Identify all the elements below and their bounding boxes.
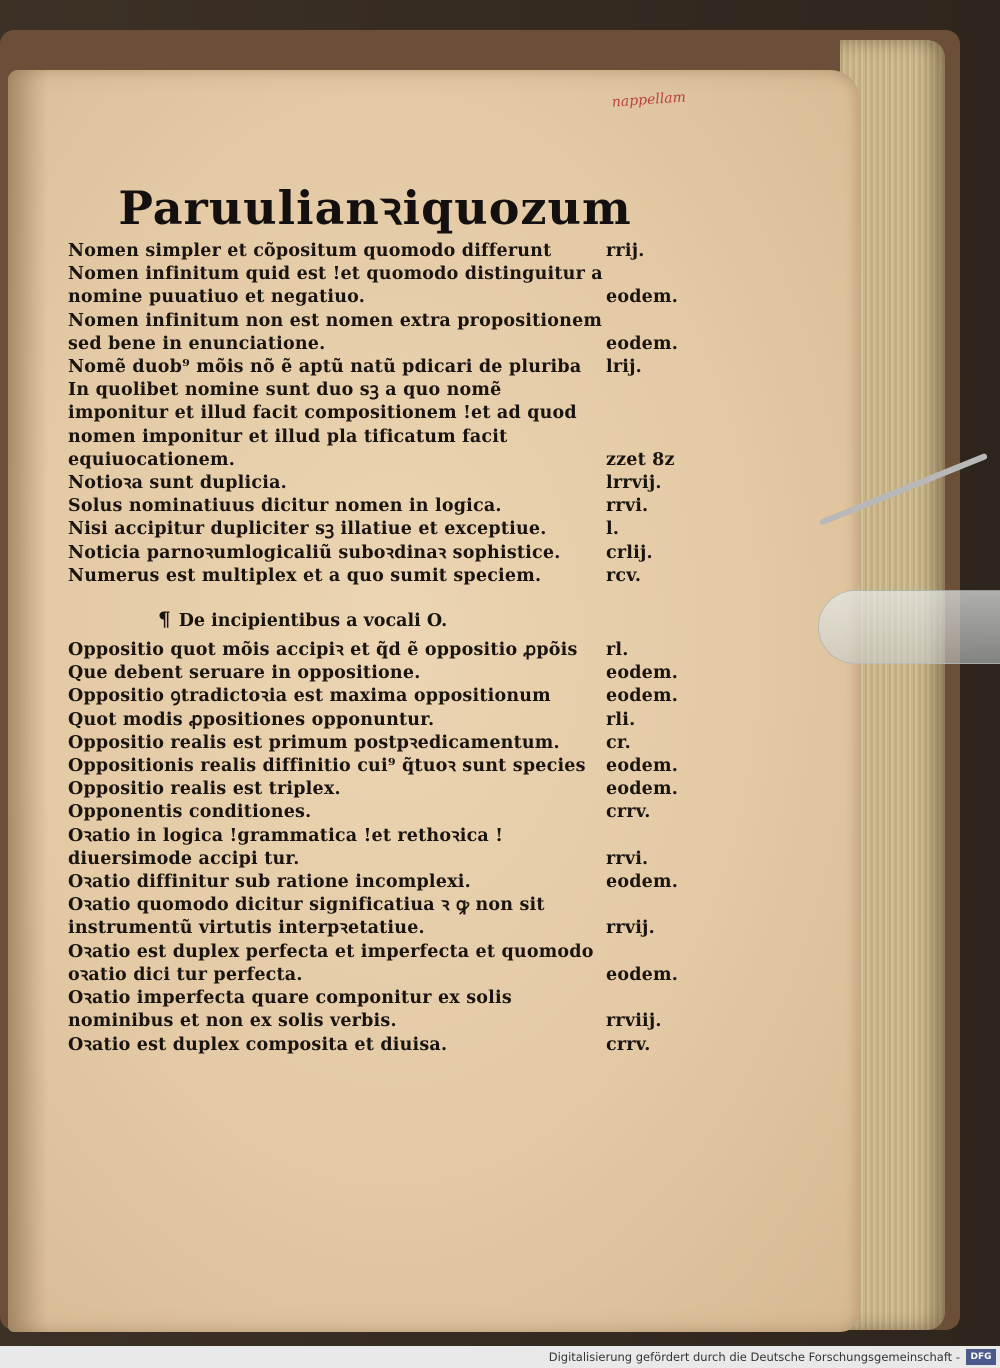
entry-folio-ref: eodem. bbox=[606, 756, 678, 777]
index-entry bbox=[68, 825, 676, 871]
index-entry bbox=[68, 778, 676, 801]
index-entry bbox=[68, 639, 676, 662]
index-entry bbox=[68, 379, 676, 472]
entry-folio-ref: crrv. bbox=[606, 1034, 651, 1055]
section-heading bbox=[158, 608, 676, 633]
entry-folio-ref: eodem. bbox=[606, 287, 678, 308]
pilcrow-icon: ¶ bbox=[158, 607, 171, 632]
index-entry bbox=[68, 801, 676, 824]
index-entry bbox=[68, 240, 676, 263]
entry-text: Noticia parnoꝛumlogicaliũ suboꝛdinaꝛ sophistice. bbox=[68, 542, 561, 563]
entry-text: Solus nominatiuus dicitur nomen in logica. bbox=[68, 496, 502, 517]
entry-text: Oꝛatio est duplex composita et diuisa. bbox=[68, 1034, 448, 1055]
entry-folio-ref: rrvij. bbox=[606, 918, 655, 939]
section-heading-text: De incipientibus a vocali O. bbox=[178, 611, 448, 632]
index-entry bbox=[68, 709, 676, 732]
entry-folio-ref: l. bbox=[606, 519, 620, 540]
entry-folio-ref: rrvi. bbox=[606, 848, 649, 869]
digitization-footer bbox=[0, 1346, 1000, 1368]
entry-text: Oꝛatio quomodo dicitur significatiua ꝛ ꝙ non sit instrumentũ virtutis interpꝛetatiue. bbox=[68, 895, 545, 939]
entry-text: In quolibet nomine sunt duo sꝫ a quo nomẽ imponitur et illud facit compositionem !et ad quod nomen imponitur et illud pla tificatum facit equiuocationem. bbox=[68, 380, 577, 470]
index-entry bbox=[68, 542, 676, 565]
entry-folio-ref: cr. bbox=[606, 732, 631, 753]
entry-text: Oppositio realis est primum postpꝛedicamentum. bbox=[68, 732, 560, 753]
index-entry bbox=[68, 263, 676, 309]
index-entry bbox=[68, 518, 676, 541]
entry-folio-ref: rli. bbox=[606, 709, 636, 730]
entry-text: Oppositionis realis diffinitio cui⁹ q̃tuoꝛ sunt species bbox=[68, 756, 586, 777]
entry-text: Oꝛatio diffinitur sub ratione incomplexi. bbox=[68, 872, 471, 893]
entry-folio-ref: eodem. bbox=[606, 964, 678, 985]
entry-text: Nomẽ duob⁹ mõis nõ ẽ aptũ natũ pdicari de pluriba bbox=[68, 357, 582, 378]
entry-folio-ref: rrij. bbox=[606, 241, 645, 261]
index-text-block bbox=[68, 180, 676, 1057]
entry-text: Quot modis ꝓpositiones opponuntur. bbox=[68, 709, 435, 730]
index-entry bbox=[68, 894, 676, 940]
entry-text: Nomen infinitum quid est !et quomodo distinguitur a nomine puuatiuo et negatiuo. bbox=[68, 264, 603, 308]
entry-folio-ref: zzet 8z bbox=[606, 449, 675, 470]
entry-folio-ref: rl. bbox=[606, 640, 629, 661]
index-list-o bbox=[68, 639, 676, 1057]
entry-text: Oꝛatio est duplex perfecta et imperfecta et quomodo oꝛatio dici tur perfecta. bbox=[68, 941, 594, 985]
index-entry bbox=[68, 356, 676, 379]
entry-folio-ref: lrij. bbox=[606, 357, 642, 378]
entry-folio-ref: eodem. bbox=[606, 779, 678, 800]
entry-folio-ref: crlij. bbox=[606, 542, 653, 563]
entry-text: Oppositio realis est triplex. bbox=[68, 779, 341, 800]
entry-text: Numerus est multiplex et a quo sumit speciem. bbox=[68, 565, 542, 586]
index-entry bbox=[68, 565, 676, 588]
index-entry bbox=[68, 941, 676, 987]
index-entry bbox=[68, 310, 676, 356]
entry-folio-ref: eodem. bbox=[606, 686, 678, 707]
entry-folio-ref: eodem. bbox=[606, 872, 678, 893]
entry-text: Nomen infinitum non est nomen extra propositionem sed bene in enunciatione. bbox=[68, 310, 603, 354]
entry-folio-ref: rrvi. bbox=[606, 496, 649, 517]
index-entry bbox=[68, 871, 676, 894]
entry-folio-ref: rcv. bbox=[606, 565, 642, 586]
entry-folio-ref: rrviij. bbox=[606, 1011, 662, 1032]
entry-text: Oꝛatio imperfecta quare componitur ex solis nominibus et non ex solis verbis. bbox=[68, 988, 512, 1032]
entry-text: Notioꝛa sunt duplicia. bbox=[68, 473, 287, 494]
corner-annotation: nappellam bbox=[611, 89, 687, 111]
entry-folio-ref: eodem. bbox=[606, 333, 678, 354]
transparent-holding-clip bbox=[818, 590, 1000, 664]
index-entry bbox=[68, 495, 676, 518]
page-gutter-shadow bbox=[8, 70, 48, 1332]
entry-folio-ref: lrrvij. bbox=[606, 473, 662, 494]
index-entry bbox=[68, 1034, 676, 1057]
index-entry bbox=[68, 472, 676, 495]
entry-text: Oppositio quot mõis accipiꝛ et q̃d ẽ oppositio ꝓpõis bbox=[68, 640, 578, 661]
page-title: Paruulianꝛiquozum bbox=[118, 181, 632, 235]
entry-text: Opponentis conditiones. bbox=[68, 802, 312, 823]
footer-credit: Digitalisierung gefördert durch die Deutsche Forschungsgemeinschaft - bbox=[548, 1350, 960, 1364]
entry-folio-ref: eodem. bbox=[606, 663, 678, 684]
index-entry bbox=[68, 732, 676, 755]
entry-text: Oꝛatio in logica !grammatica !et rethoꝛica ! diuersimode accipi tur. bbox=[68, 825, 504, 869]
entry-text: Nisi accipitur dupliciter sꝫ illatiue et exceptiue. bbox=[68, 519, 547, 540]
dfg-logo: DFG bbox=[966, 1349, 996, 1365]
entry-text: Oppositio ꝯtradictoꝛia est maxima oppositionum bbox=[68, 686, 551, 707]
entry-folio-ref: crrv. bbox=[606, 802, 651, 823]
entry-text: Nomen simpler et cõpositum quomodo differunt bbox=[68, 241, 552, 261]
index-entry bbox=[68, 685, 676, 708]
index-entry bbox=[68, 987, 676, 1033]
index-entry bbox=[68, 755, 676, 778]
index-list-n bbox=[68, 240, 676, 588]
index-entry bbox=[68, 662, 676, 685]
entry-text: Que debent seruare in oppositione. bbox=[68, 663, 421, 684]
